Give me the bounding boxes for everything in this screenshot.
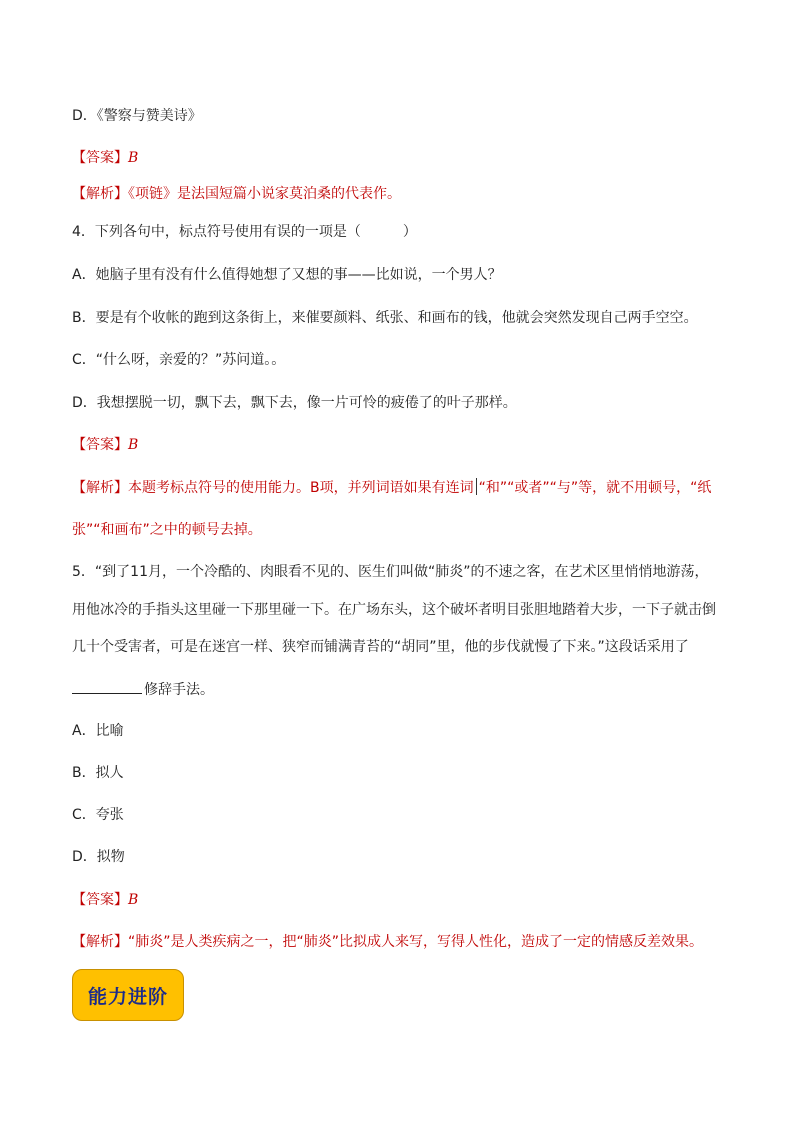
q5-analysis xyxy=(72,932,703,952)
q5-option-d: D．拟物 xyxy=(72,849,125,865)
q5-option-c: C．夸张 xyxy=(72,807,124,823)
q3-analysis xyxy=(72,184,401,204)
analysis-text-cont: “和”“或者”“与”等，就不用顿号，“纸 xyxy=(478,480,712,496)
q4-option-c: C．“什么呀，亲爱的？”苏问道。。 xyxy=(72,352,286,368)
section-badge: 能力进阶 xyxy=(72,969,184,1021)
text-cursor xyxy=(476,478,477,495)
q5-stem-line1: 5．“到了11月，一个冷酷的、肉眼看不见的、医生们叫做“肺炎”的不速之客，在艺术区里悄悄地游荡， xyxy=(72,564,709,580)
q4-option-d: D．我想摆脱一切，飘下去，飘下去，像一片可怜的疲倦了的叶子那样。 xyxy=(72,395,517,411)
analysis-tag: 【解析】 xyxy=(72,934,128,950)
q4-analysis-line1 xyxy=(72,478,711,498)
answer-value: B xyxy=(128,150,139,166)
analysis-text: 《项链》是法国短篇小说家莫泊桑的代表作。 xyxy=(128,186,401,202)
q4-answer xyxy=(72,435,138,455)
q5-stem-line2: 用他冰冷的手指头这里碰一下那里碰一下。在广场东头，这个破坏者明目张胆地踏着大步，一下子就击倒 xyxy=(72,602,716,618)
analysis-text: “肺炎”是人类疾病之一，把“肺炎”比拟成人来写，写得人性化，造成了一定的情感反差效果。 xyxy=(128,934,704,950)
answer-tag: 【答案】 xyxy=(72,437,128,453)
answer-tag: 【答案】 xyxy=(72,150,128,166)
q5-option-a: A．比喻 xyxy=(72,723,124,739)
q4-option-a: A．她脑子里有没有什么值得她想了又想的事——比如说，一个男人？ xyxy=(72,267,502,283)
q3-option-d: D．《警察与赞美诗》 xyxy=(72,108,202,124)
fill-in-blank xyxy=(72,679,142,694)
analysis-text: 本题考标点符号的使用能力。B项，并列词语如果有连词 xyxy=(128,480,474,496)
q4-stem: 4．下列各句中，标点符号使用有误的一项是（ ） xyxy=(72,224,417,240)
q5-stem-tail: 修辞手法。 xyxy=(144,682,214,698)
q3-answer xyxy=(72,148,138,168)
q4-option-b: B．要是有个收帐的跑到这条街上，来催要颜料、纸张、和画布的钱，他就会突然发现自己两手空空。 xyxy=(72,310,698,326)
answer-value: B xyxy=(128,437,139,453)
analysis-tag: 【解析】 xyxy=(72,186,128,202)
analysis-tag: 【解析】 xyxy=(72,480,128,496)
q5-stem-line3: 几十个受害者，可是在迷宫一样、狭窄而铺满青苔的“胡同”里，他的步伐就慢了下来。”这段话采用了 xyxy=(72,639,689,655)
q5-stem-line4 xyxy=(72,679,214,700)
answer-value: B xyxy=(128,892,139,908)
answer-tag: 【答案】 xyxy=(72,892,128,908)
q4-analysis-line2: 张”“和画布”之中的顿号去掉。 xyxy=(72,522,262,538)
q5-answer xyxy=(72,890,138,910)
q5-option-b: B．拟人 xyxy=(72,765,124,781)
